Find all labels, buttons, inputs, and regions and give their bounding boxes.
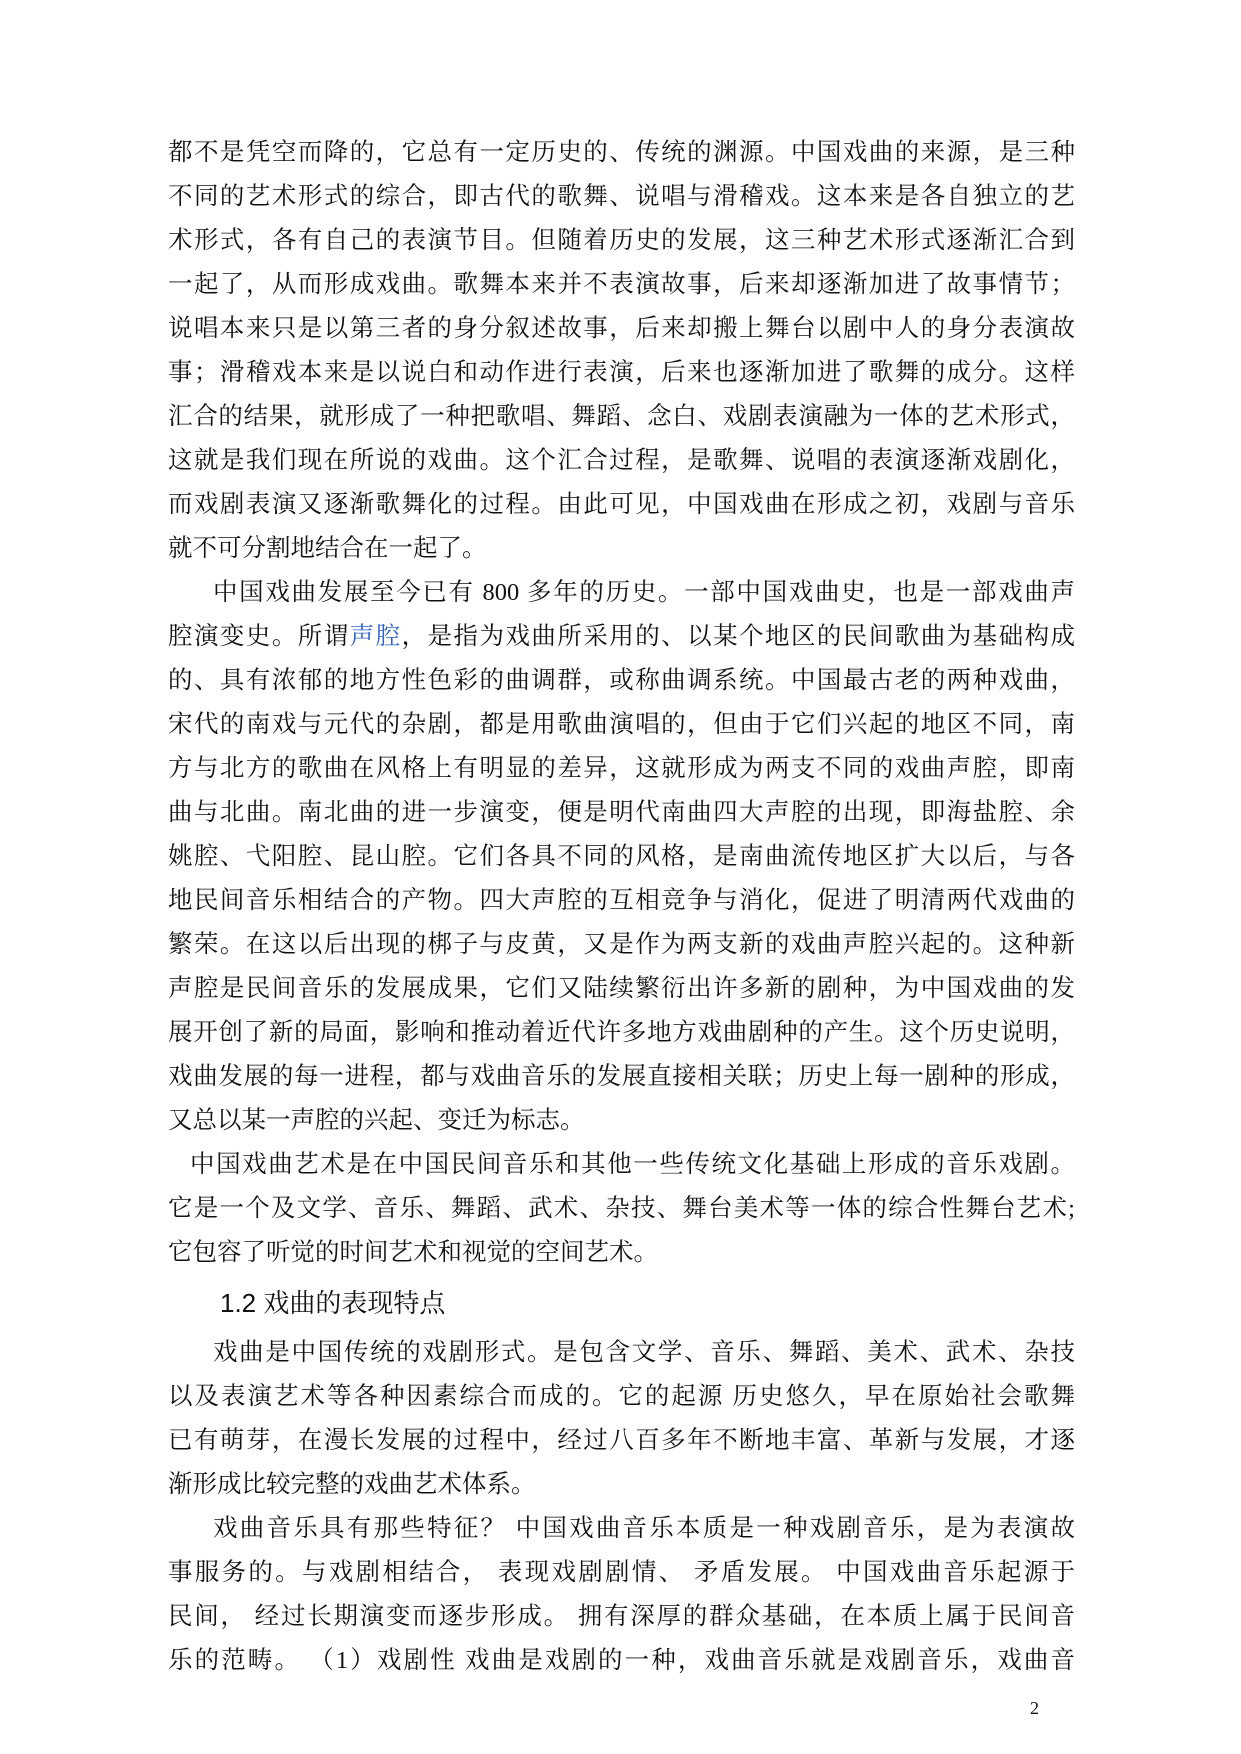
body-line: [168, 615, 1075, 659]
body-line: 中国戏曲发展至今已有 800 多年的历史。一部中国戏曲史，也是一部戏曲声: [213, 579, 1075, 606]
body-line: 它是一个及文学、音乐、舞蹈、武术、杂技、舞台美术等一体的综合性舞台艺术;: [168, 1195, 1075, 1222]
paragraph: [168, 1507, 1075, 1683]
body-line: 已有萌芽，在漫长发展的过程中，经过八百多年不断地丰富、革新与发展，才逐: [168, 1427, 1075, 1454]
body-line: 的、具有浓郁的地方性色彩的曲调群，或称曲调系统。中国最古老的两种戏曲，: [168, 667, 1075, 694]
body-line: 宋代的南戏与元代的杂剧，都是用歌曲演唱的，但由于它们兴起的地区不同，南: [168, 711, 1075, 738]
line-text: 腔演变史。所谓: [168, 623, 350, 650]
body-line: 戏曲音乐具有那些特征？ 中国戏曲音乐本质是一种戏剧音乐，是为表演故: [213, 1515, 1075, 1542]
body-line: 曲与北曲。南北曲的进一步演变，便是明代南曲四大声腔的出现，即海盐腔、余: [168, 799, 1075, 826]
body-line: 又总以某一声腔的兴起、变迁为标志。: [168, 1107, 585, 1134]
body-line: 中国戏曲艺术是在中国民间音乐和其他一些传统文化基础上形成的音乐戏剧。: [190, 1151, 1075, 1178]
section-heading: 1.2 戏曲的表现特点: [220, 1288, 446, 1318]
body-line: 以及表演艺术等各种因素综合而成的。它的起源 历史悠久，早在原始社会歌舞: [168, 1383, 1075, 1410]
body-line: 它包容了听觉的时间艺术和视觉的空间艺术。: [168, 1239, 658, 1266]
body-line: 事；滑稽戏本来是以说白和动作进行表演，后来也逐渐加进了歌舞的成分。这样: [168, 359, 1075, 386]
body-line: 方与北方的歌曲在风格上有明显的差异，这就形成为两支不同的戏曲声腔，即南: [168, 755, 1075, 782]
body-line: 这就是我们现在所说的戏曲。这个汇合过程，是歌舞、说唱的表演逐渐戏剧化，: [168, 447, 1075, 474]
page-number: 2: [1030, 1698, 1039, 1718]
paragraph: [168, 571, 1075, 1143]
paragraph: [168, 1331, 1075, 1507]
body-line: 乐的范畴。 （1）戏剧性 戏曲是戏剧的一种，戏曲音乐就是戏剧音乐，戏曲音: [168, 1647, 1075, 1674]
body-line: 姚腔、弋阳腔、昆山腔。它们各具不同的风格，是南曲流传地区扩大以后，与各: [168, 843, 1075, 870]
paragraph: [168, 131, 1075, 571]
body-line: 繁荣。在这以后出现的梆子与皮黄，又是作为两支新的戏曲声腔兴起的。这种新: [168, 931, 1075, 958]
body-line: 就不可分割地结合在一起了。: [168, 535, 487, 562]
body-line: 地民间音乐相结合的产物。四大声腔的互相竞争与消化，促进了明清两代戏曲的: [168, 887, 1075, 914]
body-line: 民间， 经过长期演变而逐步形成。 拥有深厚的群众基础，在本质上属于民间音: [168, 1603, 1075, 1630]
body-line: 不同的艺术形式的综合，即古代的歌舞、说唱与滑稽戏。这本来是各自独立的艺: [168, 183, 1075, 210]
body-line: 戏曲发展的每一进程，都与戏曲音乐的发展直接相关联；历史上每一剧种的形成，: [168, 1063, 1075, 1090]
body-line: 戏曲是中国传统的戏剧形式。是包含文学、音乐、舞蹈、美术、武术、杂技: [213, 1339, 1075, 1366]
text-column: [168, 131, 1075, 1683]
body-line: 事服务的。与戏剧相结合， 表现戏剧剧情、 矛盾发展。 中国戏曲音乐起源于: [168, 1559, 1075, 1586]
body-line: 术形式，各有自己的表演节目。但随着历史的发展，这三种艺术形式逐渐汇合到: [168, 227, 1075, 254]
body-line: 汇合的结果，就形成了一种把歌唱、舞蹈、念白、戏剧表演融为一体的艺术形式，: [168, 403, 1075, 430]
paragraph: [168, 1143, 1075, 1275]
body-line: 说唱本来只是以第三者的身分叙述故事，后来却搬上舞台以剧中人的身分表演故: [168, 315, 1075, 342]
body-line: 声腔是民间音乐的发展成果，它们又陆续繁衍出许多新的剧种，为中国戏曲的发: [168, 975, 1075, 1002]
body-line: 展开创了新的局面，影响和推动着近代许多地方戏曲剧种的产生。这个历史说明，: [168, 1019, 1075, 1046]
body-line: 一起了，从而形成戏曲。歌舞本来并不表演故事，后来却逐渐加进了故事情节；: [168, 271, 1075, 298]
body-line: 而戏剧表演又逐渐歌舞化的过程。由此可见，中国戏曲在形成之初，戏剧与音乐: [168, 491, 1075, 518]
line-text: ，是指为戏曲所采用的、以某个地区的民间歌曲为基础构成: [401, 623, 1076, 650]
body-line: 都不是凭空而降的，它总有一定历史的、传统的渊源。中国戏曲的来源，是三种: [168, 139, 1075, 166]
body-line: 渐形成比较完整的戏曲艺术体系。: [168, 1471, 536, 1498]
link-shengqiang[interactable]: 声腔: [349, 623, 402, 650]
